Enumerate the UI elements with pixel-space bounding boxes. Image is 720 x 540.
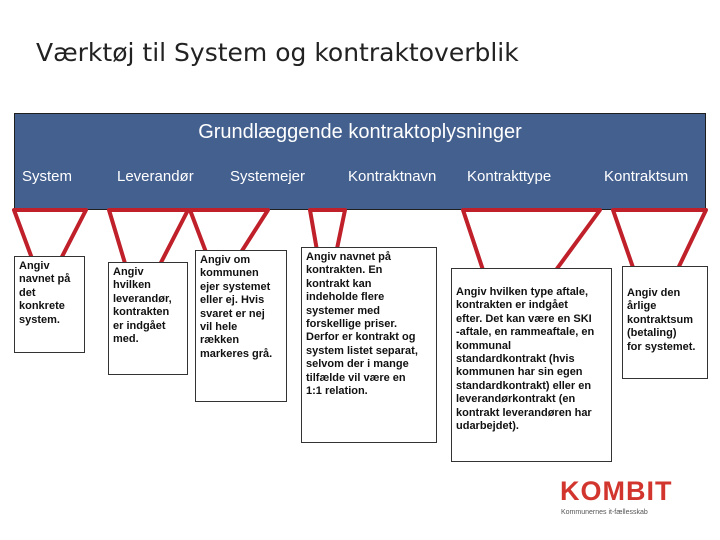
callout-line: kommunen har sin egen xyxy=(456,366,583,379)
callout-line: tilfælde vil være en xyxy=(306,371,406,384)
callout-line: forskellige priser. xyxy=(306,318,398,331)
callout-line: efter. Det kan være en SKI xyxy=(456,312,592,325)
callout-line: kontrakt kan xyxy=(306,277,372,290)
callout-systemejer xyxy=(195,250,287,402)
callout-line: kontrakten xyxy=(113,306,170,319)
callout-line: kontrakten. En xyxy=(306,264,383,277)
callout-kontrakttype xyxy=(451,268,612,462)
callout-line: indeholde flere xyxy=(306,291,385,304)
callout-line: det xyxy=(19,286,36,299)
callout-line: hvilken xyxy=(113,279,151,292)
callout-line: markeres grå. xyxy=(200,347,273,360)
callout-line: udarbejdet). xyxy=(456,420,519,433)
column-header-kontraktnavn: Kontraktnavn xyxy=(348,168,437,185)
callout-line: Angiv om xyxy=(200,254,251,266)
callout-line: selvom der i mange xyxy=(306,358,409,371)
connector-kontrakttype xyxy=(463,210,600,270)
callout-line: leverandørkontrakt (en xyxy=(456,393,576,406)
callout-line: for systemet. xyxy=(627,340,696,353)
slide-title: Værktøj til System og kontraktoverblik xyxy=(36,38,519,67)
callout-line: leverandør, xyxy=(113,292,172,305)
callout-line: navnet på xyxy=(19,273,71,286)
callout-line: 1:1 relation. xyxy=(306,385,368,398)
callout-kontraktnavn xyxy=(301,247,437,443)
callout-line: svaret er nej xyxy=(200,307,265,320)
callout-line: system. xyxy=(19,313,60,326)
callout-line: årlige xyxy=(627,300,657,313)
kombit-logo xyxy=(560,476,690,522)
callout-line: med. xyxy=(113,333,139,346)
callout-line: kontraktsum xyxy=(627,313,694,326)
callout-line: Derfor er kontrakt og xyxy=(306,331,416,344)
logo-tagline: Kommunernes it-fællesskab xyxy=(561,509,648,516)
callout-line: er indgået xyxy=(113,319,166,332)
callout-line: standardkontrakt) eller en xyxy=(456,379,592,392)
column-header-system: System xyxy=(22,168,73,185)
callout-system xyxy=(14,256,85,353)
callout-kontraktsum xyxy=(622,266,708,379)
callout-line: kommunen xyxy=(200,267,259,280)
column-header-kontraktsum: Kontraktsum xyxy=(604,168,689,185)
callout-line: ejer systemet xyxy=(200,280,271,293)
callout-line: eller ej. Hvis xyxy=(200,294,265,307)
callout-line: Angiv xyxy=(113,266,144,278)
callout-line: rækken xyxy=(200,334,240,347)
callout-line: konkrete xyxy=(19,300,65,313)
callout-line: vil hele xyxy=(200,321,238,334)
callout-line: Angiv den xyxy=(627,287,681,299)
callout-line: kommunal xyxy=(456,339,512,352)
callout-line: Angiv hvilken type aftale, xyxy=(456,286,589,298)
callout-line: system listet separat, xyxy=(306,344,418,357)
logo-wordmark: KOMBIT xyxy=(560,476,673,506)
column-header-kontrakttype: Kontrakttype xyxy=(467,168,552,185)
callout-leverandor xyxy=(108,262,188,375)
header-title: Grundlæggende kontraktoplysninger xyxy=(198,121,522,143)
callout-line: Angiv navnet på xyxy=(306,251,391,263)
column-header-leverandor: Leverandør xyxy=(117,168,194,185)
callout-line: kontrakten er indgået xyxy=(456,299,568,312)
callout-line: -aftale, en rammeaftale, en xyxy=(456,326,595,339)
column-header-systemejer: Systemejer xyxy=(230,168,306,185)
callout-line: kontrakt leverandøren har xyxy=(456,406,592,419)
callout-line: standardkontrakt (hvis xyxy=(456,353,575,366)
callout-line: Angiv xyxy=(19,260,50,272)
callout-line: systemer med xyxy=(306,304,380,317)
callout-line: (betaling) xyxy=(627,327,677,340)
